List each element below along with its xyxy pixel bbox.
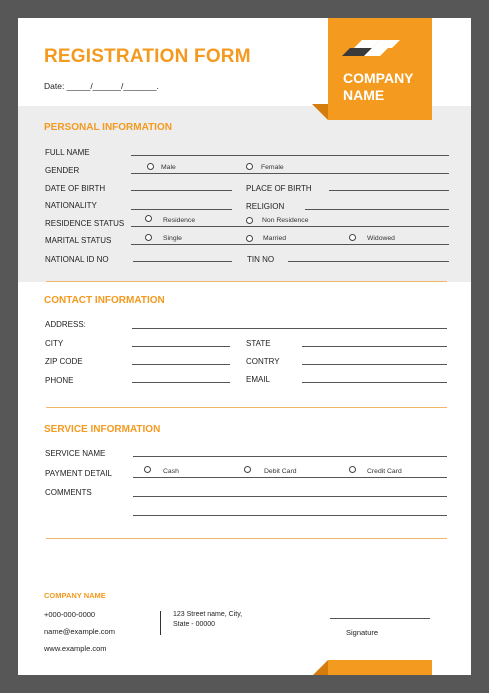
registration-form-page [18,18,471,675]
address-label: ADDRESS: [45,320,86,329]
tab-fold-bottom [312,660,328,675]
state-field[interactable] [302,346,447,347]
zip-label: ZIP CODE [45,357,83,366]
state-label: STATE [246,339,271,348]
footer-address-line-2: State - 00000 [173,621,216,628]
footer-company-name: COMPANY NAME [44,591,106,600]
payment-cash-radio[interactable] [144,466,151,473]
gender-female-radio[interactable] [246,163,253,170]
marital-status-label: MARITAL STATUS [45,236,112,245]
section-divider [46,538,447,539]
form-title: REGISTRATION FORM [44,46,251,67]
service-name-label: SERVICE NAME [45,449,106,458]
full-name-label: FULL NAME [45,148,90,157]
non-residence-option-label: Non Residence [262,217,309,224]
footer-email: name@example.com [44,627,115,636]
section-divider [46,281,447,282]
payment-detail-label: PAYMENT DETAIL [45,469,112,478]
tin-label: TIN NO [247,255,275,264]
tab-fold-top [312,104,328,120]
payment-debit-label: Debit Card [264,468,297,475]
pob-label: PLACE OF BIRTH [246,184,312,193]
gender-label: GENDER [45,166,80,175]
gender-underline [131,173,449,174]
phone-label: PHONE [45,376,74,385]
city-label: CITY [45,339,64,348]
marital-married-label: Married [263,235,287,242]
payment-cash-label: Cash [163,468,179,475]
residence-radio[interactable] [145,215,152,222]
service-name-field[interactable] [133,456,447,457]
non-residence-radio[interactable] [246,217,253,224]
religion-field[interactable] [305,209,449,210]
full-name-field[interactable] [131,155,449,156]
footer-address-line-1: 123 Street name, City, [173,611,243,618]
residence-option-label: Residence [163,217,196,224]
footer-website: www.example.com [44,644,107,653]
payment-credit-radio[interactable] [349,466,356,473]
religion-label: RELIGION [246,202,285,211]
comments-field-line-1[interactable] [133,496,447,497]
gender-male-label: Male [161,164,176,171]
marital-single-label: Single [163,235,182,242]
national-id-field[interactable] [133,261,232,262]
gender-female-label: Female [261,164,284,171]
tin-field[interactable] [288,261,449,262]
company-logo-icon [342,34,402,62]
marital-underline [131,244,449,245]
marital-single-radio[interactable] [145,234,152,241]
email-field[interactable] [302,382,447,383]
footer-address [173,610,242,630]
date-field[interactable]: Date: _____/______/_______. [44,81,159,91]
dob-label: DATE OF BIRTH [45,184,106,193]
payment-underline [133,477,447,478]
country-label: CONTRY [246,357,280,366]
payment-debit-radio[interactable] [244,466,251,473]
service-section-title: SERVICE INFORMATION [44,424,161,435]
pob-field[interactable] [329,190,449,191]
nationality-label: NATIONALITY [45,201,97,210]
phone-field[interactable] [132,382,230,383]
comments-field-line-2[interactable] [133,515,447,516]
nationality-field[interactable] [131,209,232,210]
address-field[interactable] [132,328,447,329]
signature-label: Signature [346,628,379,637]
comments-label: COMMENTS [45,488,92,497]
email-label: EMAIL [246,375,271,384]
bottom-tab [328,660,432,675]
marital-widowed-radio[interactable] [349,234,356,241]
footer-phone: +000-000-0000 [44,610,96,619]
residence-status-label: RESIDENCE STATUS [45,219,125,228]
residence-underline [131,226,449,227]
personal-section-title: PERSONAL INFORMATION [44,122,172,133]
contact-section-title: CONTACT INFORMATION [44,295,165,306]
signature-line[interactable] [330,618,430,619]
country-field[interactable] [302,364,447,365]
footer-separator [160,611,161,635]
company-name: COMPANY NAME [343,70,414,103]
company-tab [328,18,432,120]
city-field[interactable] [132,346,230,347]
payment-credit-label: Credit Card [367,468,402,475]
marital-married-radio[interactable] [246,235,253,242]
dob-field[interactable] [131,190,232,191]
national-id-label: NATIONAL ID NO [45,255,109,264]
section-divider [46,407,447,408]
zip-field[interactable] [132,364,230,365]
gender-male-radio[interactable] [147,163,154,170]
marital-widowed-label: Widowed [367,235,395,242]
